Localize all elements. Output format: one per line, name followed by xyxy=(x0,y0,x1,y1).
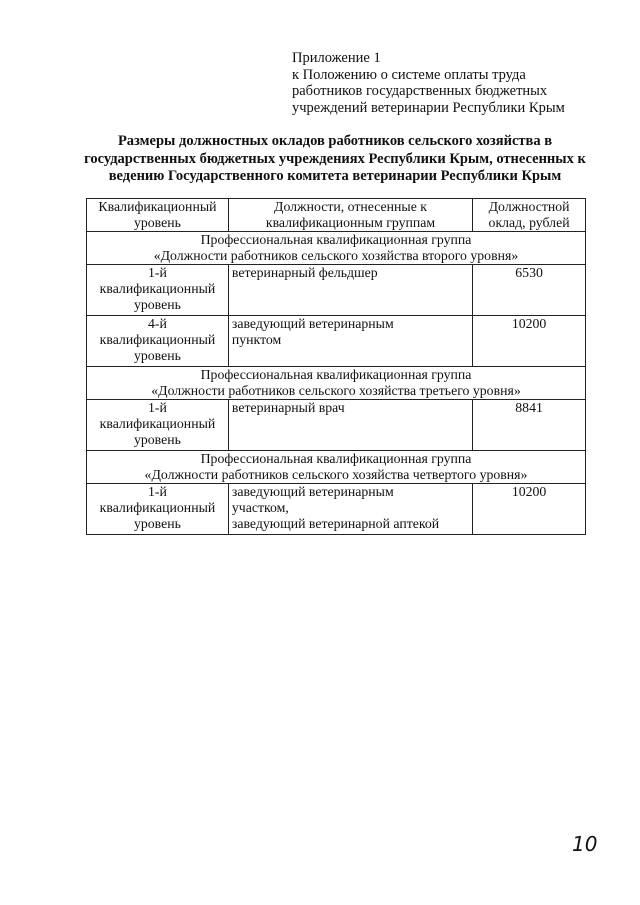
level-text: квалификационный xyxy=(99,416,216,431)
header-text: Должностной xyxy=(488,199,570,214)
position-cell xyxy=(228,400,472,451)
group-title xyxy=(87,367,586,400)
level-text: 1-й xyxy=(148,484,167,499)
level-text: квалификационный xyxy=(99,281,216,296)
position-text: ветеринарный врач xyxy=(231,400,345,415)
position-text: пунктом xyxy=(231,332,282,347)
header-text: Должности, отнесенные к xyxy=(274,199,427,214)
level-text: уровень xyxy=(133,297,181,312)
group-header-row xyxy=(87,367,586,400)
title-line: ведению Государственного комитета ветеринарии Республики Крым xyxy=(108,168,562,184)
level-text: уровень xyxy=(133,348,181,363)
level-text: 1-й xyxy=(148,265,167,280)
position-cell xyxy=(228,265,472,316)
appendix-line: к Положению о системе оплаты труда xyxy=(292,66,526,83)
position-cell xyxy=(228,484,472,535)
header-level xyxy=(87,199,229,232)
group-title xyxy=(87,451,586,484)
salary-cell: 10200 xyxy=(473,484,586,535)
group-header-row xyxy=(87,232,586,265)
page-number: 10 xyxy=(572,832,598,856)
position-text: заведующий ветеринарным xyxy=(231,484,394,499)
group-header-row xyxy=(87,451,586,484)
table-row xyxy=(87,316,586,367)
level-text: квалификационный xyxy=(99,500,216,515)
position-text: участком, xyxy=(231,500,289,515)
group-title-line: Профессиональная квалификационная группа xyxy=(200,451,472,466)
position-text: заведующий ветеринарным xyxy=(231,316,394,331)
level-text: 1-й xyxy=(148,400,167,415)
level-cell xyxy=(87,484,229,535)
salary-cell: 10200 xyxy=(473,316,586,367)
position-text: заведующий ветеринарной аптекой xyxy=(231,516,440,531)
appendix-line: работников государственных бюджетных xyxy=(292,83,548,99)
level-text: квалификационный xyxy=(99,332,216,347)
appendix-line: Приложение 1 xyxy=(292,50,381,66)
group-title xyxy=(87,232,586,265)
salary-table xyxy=(86,198,586,535)
level-text: уровень xyxy=(133,432,181,447)
table-header-row xyxy=(87,199,586,232)
header-salary xyxy=(473,199,586,232)
header-position xyxy=(228,199,472,232)
salary-cell: 8841 xyxy=(473,400,586,451)
group-title-line: Профессиональная квалификационная группа xyxy=(200,232,472,247)
group-title-line: «Должности работников сельского хозяйства третьего уровня» xyxy=(151,383,521,398)
header-text: оклад, рублей xyxy=(488,215,570,230)
header-text: уровень xyxy=(133,215,181,230)
appendix-note xyxy=(292,50,622,116)
level-cell xyxy=(87,400,229,451)
position-text: ветеринарный фельдшер xyxy=(231,265,378,280)
level-cell xyxy=(87,265,229,316)
header-text: квалификационным группам xyxy=(265,215,436,230)
document-title xyxy=(70,133,600,186)
table-row xyxy=(87,400,586,451)
level-text: уровень xyxy=(133,516,181,531)
position-cell xyxy=(228,316,472,367)
title-line: государственных бюджетных учреждениях Республики Крым, отнесенных к xyxy=(84,150,586,167)
salary-cell: 6530 xyxy=(473,265,586,316)
table-row xyxy=(87,484,586,535)
level-cell xyxy=(87,316,229,367)
group-title-line: «Должности работников сельского хозяйства четвертого уровня» xyxy=(144,467,528,482)
title-line: Размеры должностных окладов работников сельского хозяйства в xyxy=(117,133,553,149)
group-title-line: Профессиональная квалификационная группа xyxy=(200,367,472,382)
table-row xyxy=(87,265,586,316)
header-text: Квалификационный xyxy=(98,199,217,214)
appendix-line: учреждений ветеринарии Республики Крым xyxy=(292,99,565,116)
group-title-line: «Должности работников сельского хозяйства второго уровня» xyxy=(153,248,519,263)
level-text: 4-й xyxy=(148,316,167,331)
